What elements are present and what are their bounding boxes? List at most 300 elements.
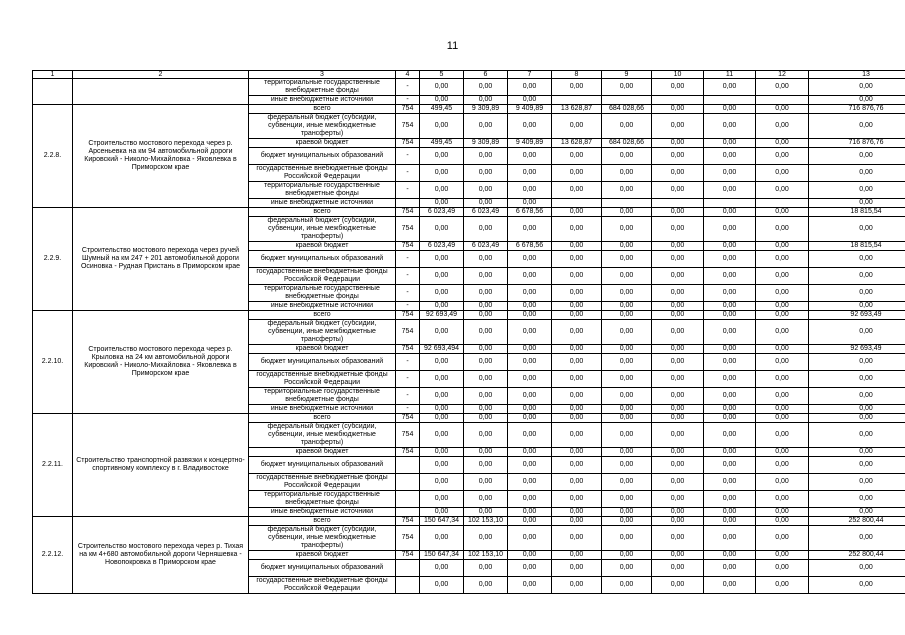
amount-cell: 0,00: [652, 388, 704, 405]
amount-cell: 150 647,34: [420, 517, 464, 526]
table-row: [33, 105, 905, 114]
funding-source: федеральный бюджет (субсидии, субвенции, иные межбюджетные трансферты): [249, 114, 396, 139]
amount-cell: 0,00: [652, 208, 704, 217]
admin-code-cell: -: [396, 165, 420, 182]
col-header: 6: [464, 71, 508, 79]
funding-source: государственные внебюджетные фонды Российской Федерации: [249, 165, 396, 182]
amount-cell: 0,00: [652, 371, 704, 388]
amount-cell: 0,00: [652, 491, 704, 508]
amount-cell: 0,00: [508, 457, 552, 474]
amount-cell: 0,00: [704, 371, 756, 388]
amount-cell: 0,00: [420, 320, 464, 345]
amount-cell: 0,00: [602, 577, 652, 594]
amount-cell: 0,00: [652, 139, 704, 148]
amount-cell: 0,00: [756, 517, 809, 526]
amount-cell: 0,00: [464, 560, 508, 577]
amount-cell: 0,00: [756, 311, 809, 320]
amount-cell: 0,00: [420, 491, 464, 508]
amount-cell: 0,00: [508, 354, 552, 371]
amount-cell: [552, 199, 602, 208]
amount-cell: 0,00: [420, 268, 464, 285]
amount-cell: 0,00: [809, 508, 905, 517]
amount-cell: 0,00: [704, 182, 756, 199]
funding-source: территориальные государственные внебюджетные фонды: [249, 79, 396, 96]
amount-cell: 0,00: [704, 251, 756, 268]
amount-cell: 0,00: [602, 457, 652, 474]
amount-cell: 0,00: [704, 242, 756, 251]
admin-code-cell: 754: [396, 414, 420, 423]
amount-cell: 0,00: [756, 242, 809, 251]
funding-source: бюджет муниципальных образований: [249, 251, 396, 268]
amount-cell: 0,00: [552, 414, 602, 423]
amount-cell: 0,00: [809, 199, 905, 208]
amount-cell: 0,00: [652, 345, 704, 354]
amount-cell: 0,00: [809, 251, 905, 268]
amount-cell: 9 309,89: [464, 105, 508, 114]
amount-cell: 0,00: [464, 268, 508, 285]
amount-cell: 0,00: [602, 354, 652, 371]
amount-cell: 0,00: [464, 405, 508, 414]
amount-cell: 0,00: [602, 251, 652, 268]
item-name: Строительство мостового перехода через р. Крыловка на 24 км автомобильной дороги Кировский - Николо-Михайловка - Яковлевка в Приморском крае: [73, 311, 249, 414]
funding-source: всего: [249, 105, 396, 114]
amount-cell: 0,00: [756, 302, 809, 311]
amount-cell: 252 800,44: [809, 517, 905, 526]
amount-cell: 0,00: [704, 508, 756, 517]
amount-cell: 0,00: [602, 114, 652, 139]
amount-cell: 6 023,49: [420, 242, 464, 251]
amount-cell: 0,00: [652, 577, 704, 594]
amount-cell: 0,00: [602, 508, 652, 517]
item-name: Строительство мостового перехода через ручей Шумный на км 247 + 201 автомобильной дороги Осиновка - Рудная Пристань в Приморском крае: [73, 208, 249, 311]
amount-cell: 0,00: [602, 165, 652, 182]
admin-code-cell: -: [396, 79, 420, 96]
admin-code-cell: [396, 457, 420, 474]
admin-code-cell: 754: [396, 345, 420, 354]
amount-cell: 0,00: [508, 285, 552, 302]
amount-cell: 716 876,76: [809, 139, 905, 148]
amount-cell: 13 628,87: [552, 139, 602, 148]
amount-cell: 684 028,66: [602, 139, 652, 148]
amount-cell: 0,00: [652, 251, 704, 268]
amount-cell: 0,00: [552, 354, 602, 371]
amount-cell: 0,00: [508, 508, 552, 517]
amount-cell: 0,00: [602, 491, 652, 508]
admin-code-cell: 754: [396, 423, 420, 448]
amount-cell: 0,00: [464, 371, 508, 388]
amount-cell: 0,00: [508, 148, 552, 165]
funding-source: иные внебюджетные источники: [249, 199, 396, 208]
amount-cell: 0,00: [652, 268, 704, 285]
amount-cell: 0,00: [652, 414, 704, 423]
admin-code-cell: 754: [396, 217, 420, 242]
amount-cell: 0,00: [420, 405, 464, 414]
amount-cell: [756, 96, 809, 105]
amount-cell: 0,00: [704, 208, 756, 217]
amount-cell: 0,00: [602, 148, 652, 165]
funding-source: краевой бюджет: [249, 345, 396, 354]
amount-cell: 0,00: [704, 560, 756, 577]
table-row: [33, 311, 905, 320]
admin-code-cell: [396, 508, 420, 517]
admin-code-cell: 754: [396, 517, 420, 526]
amount-cell: [652, 96, 704, 105]
funding-source: государственные внебюджетные фонды Российской Федерации: [249, 577, 396, 594]
amount-cell: [756, 199, 809, 208]
funding-source: всего: [249, 208, 396, 217]
amount-cell: 0,00: [508, 405, 552, 414]
amount-cell: 150 647,34: [420, 551, 464, 560]
admin-code-cell: [396, 474, 420, 491]
amount-cell: 0,00: [756, 526, 809, 551]
amount-cell: 0,00: [464, 114, 508, 139]
amount-cell: 0,00: [704, 165, 756, 182]
funding-source: всего: [249, 517, 396, 526]
amount-cell: 0,00: [602, 517, 652, 526]
amount-cell: 6 023,49: [420, 208, 464, 217]
amount-cell: 92 693,49: [809, 311, 905, 320]
amount-cell: 0,00: [602, 345, 652, 354]
amount-cell: 0,00: [552, 448, 602, 457]
amount-cell: 0,00: [464, 526, 508, 551]
amount-cell: 0,00: [809, 182, 905, 199]
amount-cell: 6 678,56: [508, 242, 552, 251]
amount-cell: 0,00: [464, 354, 508, 371]
funding-source: иные внебюджетные источники: [249, 405, 396, 414]
amount-cell: 0,00: [704, 345, 756, 354]
col-header: 4: [396, 71, 420, 79]
admin-code-cell: -: [396, 182, 420, 199]
admin-code-cell: -: [396, 148, 420, 165]
amount-cell: 0,00: [552, 311, 602, 320]
amount-cell: [704, 96, 756, 105]
admin-code-cell: 754: [396, 320, 420, 345]
amount-cell: 0,00: [420, 79, 464, 96]
amount-cell: 0,00: [508, 551, 552, 560]
amount-cell: 0,00: [602, 414, 652, 423]
funding-source: краевой бюджет: [249, 448, 396, 457]
amount-cell: 0,00: [602, 320, 652, 345]
table-row: [33, 79, 905, 96]
amount-cell: 0,00: [704, 268, 756, 285]
amount-cell: 0,00: [552, 242, 602, 251]
amount-cell: 0,00: [552, 491, 602, 508]
amount-cell: 0,00: [704, 448, 756, 457]
amount-cell: 0,00: [508, 560, 552, 577]
amount-cell: 6 023,49: [464, 242, 508, 251]
amount-cell: 0,00: [704, 491, 756, 508]
amount-cell: 0,00: [602, 423, 652, 448]
amount-cell: 0,00: [756, 208, 809, 217]
amount-cell: 0,00: [602, 242, 652, 251]
amount-cell: 0,00: [652, 526, 704, 551]
amount-cell: 0,00: [464, 96, 508, 105]
col-header: 1: [33, 71, 73, 79]
amount-cell: 0,00: [652, 105, 704, 114]
amount-cell: 0,00: [464, 199, 508, 208]
amount-cell: 0,00: [704, 388, 756, 405]
amount-cell: 0,00: [652, 148, 704, 165]
amount-cell: 0,00: [420, 526, 464, 551]
amount-cell: 0,00: [704, 354, 756, 371]
amount-cell: 0,00: [552, 182, 602, 199]
amount-cell: 0,00: [552, 508, 602, 517]
amount-cell: 0,00: [552, 79, 602, 96]
amount-cell: 0,00: [508, 423, 552, 448]
amount-cell: 0,00: [809, 457, 905, 474]
amount-cell: 252 800,44: [809, 551, 905, 560]
amount-cell: [602, 96, 652, 105]
amount-cell: 0,00: [756, 491, 809, 508]
amount-cell: 0,00: [704, 405, 756, 414]
admin-code-cell: [396, 491, 420, 508]
item-code: 2.2.12.: [33, 517, 73, 594]
amount-cell: 0,00: [704, 79, 756, 96]
amount-cell: 18 815,54: [809, 208, 905, 217]
amount-cell: 0,00: [652, 354, 704, 371]
amount-cell: 0,00: [602, 285, 652, 302]
amount-cell: 0,00: [464, 285, 508, 302]
amount-cell: 0,00: [652, 217, 704, 242]
table-row: [33, 517, 905, 526]
amount-cell: 0,00: [552, 285, 602, 302]
admin-code-cell: 754: [396, 526, 420, 551]
admin-code-cell: [396, 199, 420, 208]
amount-cell: 6 678,56: [508, 208, 552, 217]
amount-cell: 0,00: [420, 354, 464, 371]
amount-cell: 102 153,10: [464, 517, 508, 526]
amount-cell: 0,00: [704, 517, 756, 526]
col-header: 2: [73, 71, 249, 79]
amount-cell: 0,00: [552, 474, 602, 491]
table-body: [33, 71, 905, 594]
amount-cell: 0,00: [756, 354, 809, 371]
amount-cell: 0,00: [464, 182, 508, 199]
funding-source: территориальные государственные внебюджетные фонды: [249, 285, 396, 302]
amount-cell: 0,00: [602, 182, 652, 199]
amount-cell: 0,00: [420, 182, 464, 199]
amount-cell: 102 153,10: [464, 551, 508, 560]
amount-cell: 0,00: [652, 114, 704, 139]
col-header: 11: [704, 71, 756, 79]
amount-cell: 0,00: [756, 474, 809, 491]
amount-cell: 0,00: [809, 474, 905, 491]
funding-source: федеральный бюджет (субсидии, субвенции, иные межбюджетные трансферты): [249, 320, 396, 345]
amount-cell: 0,00: [464, 448, 508, 457]
funding-source: всего: [249, 414, 396, 423]
amount-cell: 0,00: [552, 302, 602, 311]
amount-cell: 0,00: [420, 508, 464, 517]
amount-cell: 0,00: [552, 371, 602, 388]
amount-cell: 0,00: [552, 268, 602, 285]
admin-code-cell: -: [396, 388, 420, 405]
funding-source: краевой бюджет: [249, 139, 396, 148]
amount-cell: 0,00: [756, 448, 809, 457]
amount-cell: 0,00: [552, 217, 602, 242]
amount-cell: 684 028,66: [602, 105, 652, 114]
funding-source: государственные внебюджетные фонды Российской Федерации: [249, 268, 396, 285]
header-row: [33, 71, 905, 79]
amount-cell: 0,00: [652, 508, 704, 517]
amount-cell: 0,00: [420, 577, 464, 594]
budget-table: [32, 70, 905, 594]
amount-cell: 0,00: [464, 474, 508, 491]
amount-cell: 0,00: [464, 217, 508, 242]
amount-cell: 0,00: [809, 217, 905, 242]
amount-cell: 0,00: [756, 79, 809, 96]
amount-cell: 0,00: [464, 388, 508, 405]
amount-cell: 0,00: [464, 345, 508, 354]
amount-cell: 0,00: [704, 423, 756, 448]
amount-cell: 0,00: [756, 182, 809, 199]
amount-cell: 0,00: [508, 526, 552, 551]
amount-cell: 0,00: [464, 302, 508, 311]
amount-cell: 0,00: [704, 414, 756, 423]
amount-cell: 0,00: [652, 423, 704, 448]
amount-cell: 0,00: [464, 577, 508, 594]
funding-source: государственные внебюджетные фонды Российской Федерации: [249, 474, 396, 491]
amount-cell: 0,00: [508, 517, 552, 526]
amount-cell: 0,00: [508, 251, 552, 268]
amount-cell: 0,00: [756, 388, 809, 405]
funding-source: федеральный бюджет (субсидии, субвенции, иные межбюджетные трансферты): [249, 423, 396, 448]
amount-cell: 0,00: [420, 285, 464, 302]
amount-cell: 0,00: [704, 474, 756, 491]
item-code: 2.2.11.: [33, 414, 73, 517]
amount-cell: 0,00: [756, 577, 809, 594]
amount-cell: 0,00: [464, 148, 508, 165]
amount-cell: 0,00: [809, 577, 905, 594]
funding-source: федеральный бюджет (субсидии, субвенции, иные межбюджетные трансферты): [249, 526, 396, 551]
amount-cell: [652, 199, 704, 208]
amount-cell: 0,00: [756, 148, 809, 165]
amount-cell: 0,00: [552, 165, 602, 182]
col-header: 9: [602, 71, 652, 79]
amount-cell: 0,00: [464, 251, 508, 268]
col-header: 8: [552, 71, 602, 79]
amount-cell: 0,00: [420, 165, 464, 182]
amount-cell: 0,00: [464, 320, 508, 345]
amount-cell: 0,00: [508, 199, 552, 208]
amount-cell: 0,00: [552, 551, 602, 560]
amount-cell: 0,00: [756, 551, 809, 560]
amount-cell: [704, 199, 756, 208]
amount-cell: 0,00: [652, 79, 704, 96]
amount-cell: 0,00: [704, 139, 756, 148]
amount-cell: 0,00: [756, 268, 809, 285]
amount-cell: 0,00: [602, 405, 652, 414]
amount-cell: 0,00: [420, 457, 464, 474]
amount-cell: 0,00: [508, 79, 552, 96]
amount-cell: 0,00: [552, 405, 602, 414]
amount-cell: 0,00: [652, 165, 704, 182]
amount-cell: 13 628,87: [552, 105, 602, 114]
amount-cell: 0,00: [652, 302, 704, 311]
funding-source: территориальные государственные внебюджетные фонды: [249, 182, 396, 199]
amount-cell: 0,00: [652, 405, 704, 414]
amount-cell: 0,00: [420, 560, 464, 577]
amount-cell: 0,00: [809, 371, 905, 388]
amount-cell: 0,00: [602, 217, 652, 242]
admin-code-cell: 754: [396, 242, 420, 251]
amount-cell: 0,00: [552, 517, 602, 526]
amount-cell: 0,00: [464, 414, 508, 423]
item-code: 2.2.8.: [33, 105, 73, 208]
amount-cell: 0,00: [602, 268, 652, 285]
amount-cell: 6 023,49: [464, 208, 508, 217]
admin-code-cell: -: [396, 371, 420, 388]
admin-code-cell: [396, 560, 420, 577]
funding-source: иные внебюджетные источники: [249, 302, 396, 311]
amount-cell: 0,00: [602, 371, 652, 388]
amount-cell: 0,00: [464, 508, 508, 517]
amount-cell: 0,00: [704, 105, 756, 114]
amount-cell: 499,45: [420, 105, 464, 114]
funding-source: бюджет муниципальных образований: [249, 354, 396, 371]
amount-cell: 0,00: [704, 457, 756, 474]
amount-cell: 0,00: [809, 268, 905, 285]
amount-cell: 0,00: [508, 345, 552, 354]
amount-cell: 0,00: [756, 371, 809, 388]
amount-cell: 0,00: [508, 217, 552, 242]
amount-cell: 0,00: [552, 148, 602, 165]
amount-cell: 0,00: [464, 457, 508, 474]
amount-cell: 0,00: [756, 423, 809, 448]
amount-cell: 0,00: [464, 311, 508, 320]
amount-cell: 0,00: [704, 577, 756, 594]
amount-cell: 0,00: [552, 208, 602, 217]
amount-cell: 0,00: [420, 474, 464, 491]
amount-cell: 0,00: [508, 114, 552, 139]
amount-cell: 0,00: [809, 354, 905, 371]
amount-cell: 0,00: [508, 96, 552, 105]
amount-cell: 0,00: [809, 414, 905, 423]
funding-source: краевой бюджет: [249, 242, 396, 251]
amount-cell: [552, 96, 602, 105]
amount-cell: 0,00: [508, 448, 552, 457]
amount-cell: 0,00: [756, 114, 809, 139]
amount-cell: 0,00: [508, 474, 552, 491]
admin-code-cell: -: [396, 405, 420, 414]
amount-cell: 0,00: [420, 114, 464, 139]
amount-cell: 0,00: [756, 457, 809, 474]
funding-source: краевой бюджет: [249, 551, 396, 560]
amount-cell: 0,00: [809, 405, 905, 414]
amount-cell: 0,00: [704, 311, 756, 320]
amount-cell: 0,00: [704, 217, 756, 242]
amount-cell: 0,00: [508, 268, 552, 285]
funding-source: территориальные государственные внебюджетные фонды: [249, 388, 396, 405]
amount-cell: 0,00: [756, 560, 809, 577]
funding-source: территориальные государственные внебюджетные фонды: [249, 491, 396, 508]
amount-cell: 0,00: [652, 474, 704, 491]
amount-cell: 0,00: [704, 148, 756, 165]
amount-cell: 0,00: [652, 457, 704, 474]
amount-cell: 0,00: [809, 285, 905, 302]
item-name: [73, 79, 249, 105]
amount-cell: 0,00: [809, 423, 905, 448]
col-header: 10: [652, 71, 704, 79]
amount-cell: 0,00: [464, 165, 508, 182]
amount-cell: 0,00: [508, 182, 552, 199]
amount-cell: 716 876,76: [809, 105, 905, 114]
amount-cell: 0,00: [704, 320, 756, 345]
amount-cell: 499,45: [420, 139, 464, 148]
funding-source: бюджет муниципальных образований: [249, 148, 396, 165]
funding-source: всего: [249, 311, 396, 320]
amount-cell: 0,00: [552, 560, 602, 577]
admin-code-cell: -: [396, 251, 420, 268]
